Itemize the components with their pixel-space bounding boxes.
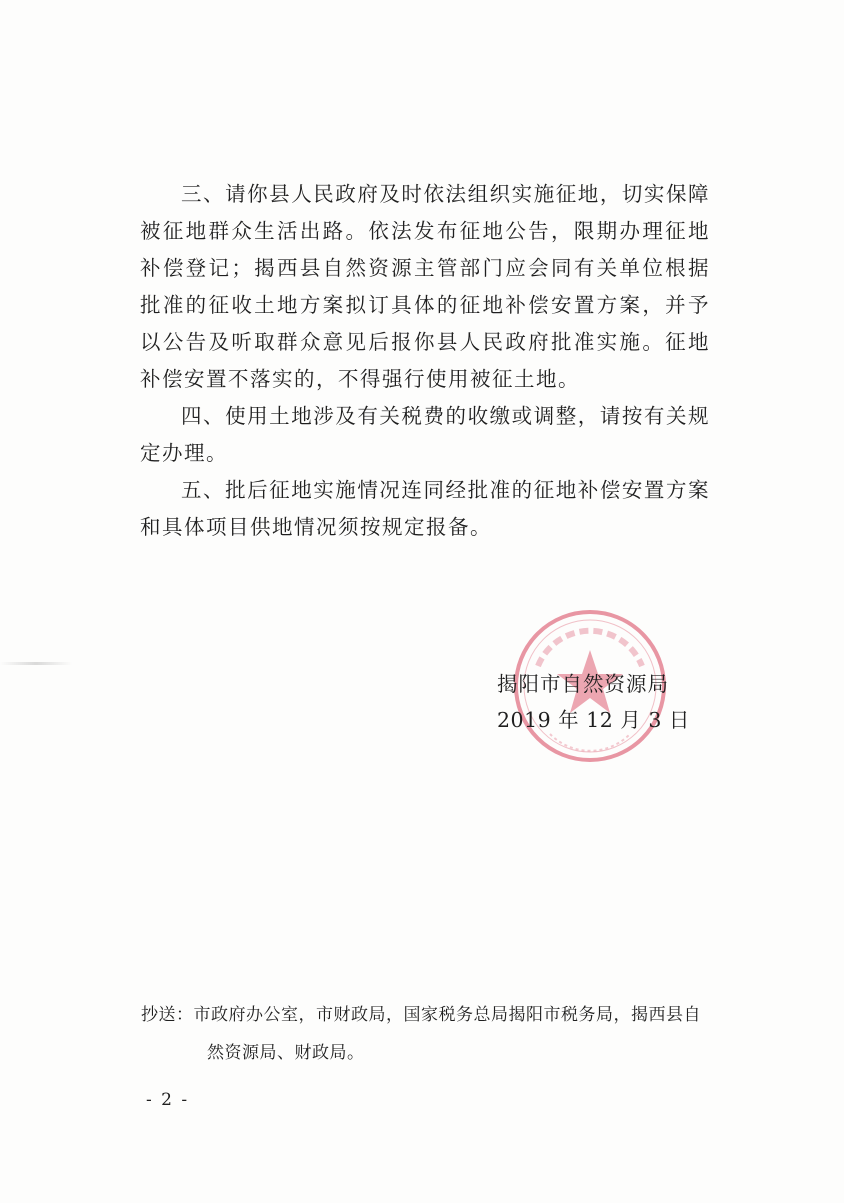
cc-line-1: 抄送：市政府办公室，市财政局，国家税务总局揭阳市税务局，揭西县自 [141, 1005, 701, 1025]
paragraph-item-3: 三、请你县人民政府及时依法组织实施征地，切实保障被征地群众生活出路。依法发布征地公告，限期办理征地补偿登记；揭西县自然资源主管部门应会同有关单位根据批准的征收土地方案拟订具体的征地补偿安置方案，并予以公告及听取群众意见后报你县人民政府批准实施。征地补偿安置不落实的，不得强行使用被征土地。 [140, 182, 710, 391]
paragraph-item-5: 五、批后征地实施情况连同经批准的征地补偿安置方案和具体项目供地情况须按规定报备。 [140, 478, 710, 539]
page-number: - 2 - [146, 1090, 190, 1110]
signature-block [497, 666, 697, 738]
signing-date: 2019 年 12 月 3 日 [497, 708, 690, 732]
cc-line-2: 然资源局、财政局。 [207, 1043, 365, 1063]
signing-organization: 揭阳市自然资源局 [497, 672, 669, 696]
document-body [140, 176, 710, 546]
paragraph-item-4: 四、使用土地涉及有关税费的收缴或调整，请按有关规定办理。 [140, 404, 710, 465]
cc-recipients [141, 996, 751, 1072]
scan-artifact [0, 662, 72, 665]
